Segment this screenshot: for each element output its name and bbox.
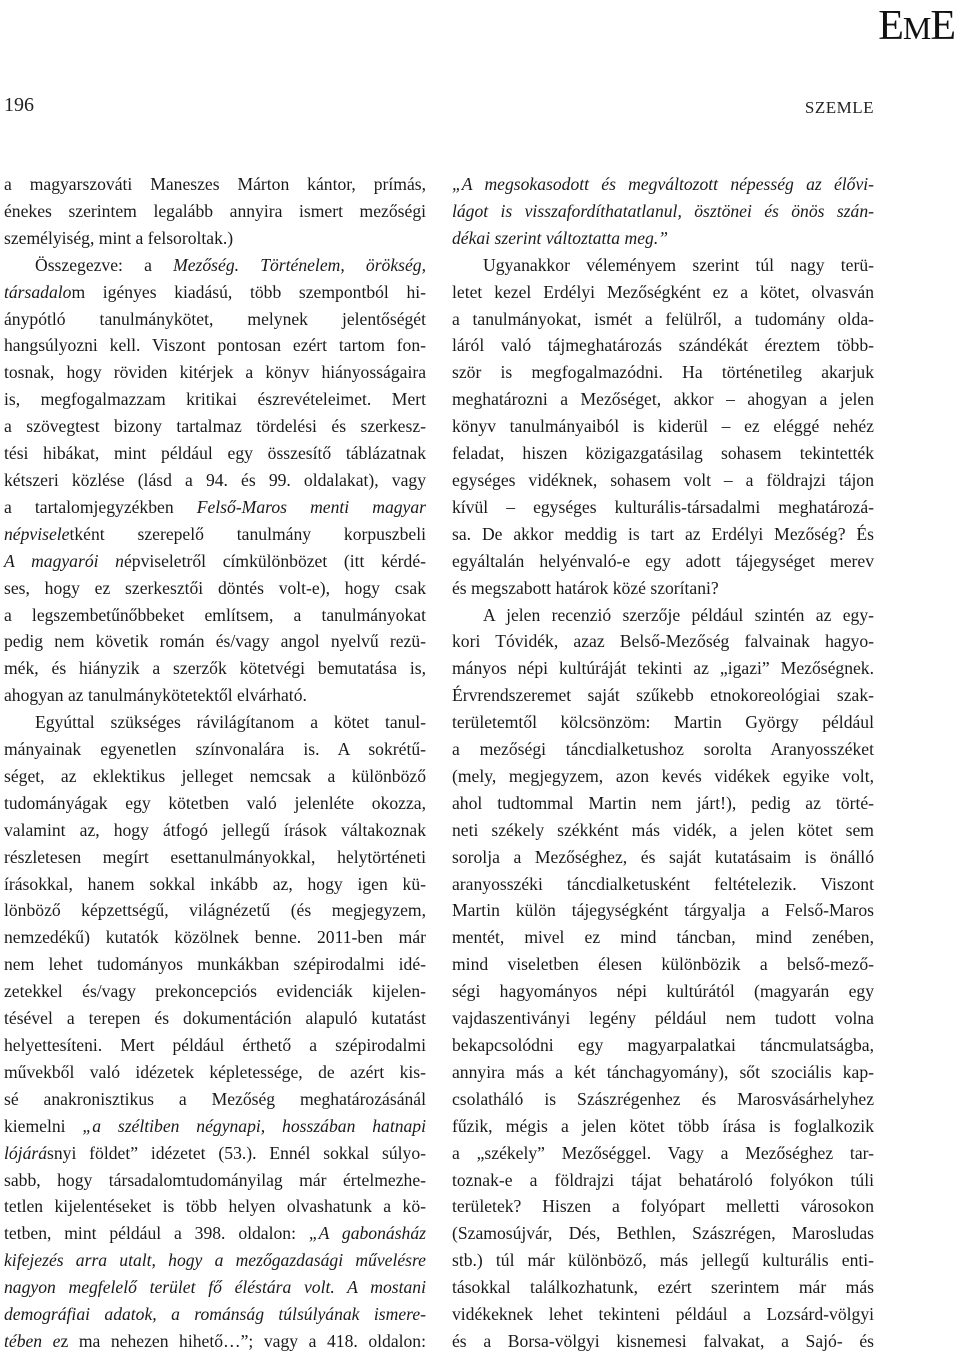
text-line: a mezőségi táncdialketushoz sorolta Aranyosszéket xyxy=(452,739,874,760)
text-line: a legszembetűnőbbeket említsem, a tanulmányokat xyxy=(4,604,426,625)
text-line: hangsúlyozni kell. Viszont pontosan ezért tartom fon- xyxy=(4,335,426,356)
text-line: valamint az, hogy átfogó jellegű írások váltakoznak xyxy=(4,819,426,840)
text-line: nemzedékű) kutatók közölnek benne. 2011-ben már xyxy=(4,927,426,948)
text-line: területek? Hiszen a folyópart melletti városokon xyxy=(452,1196,874,1217)
text-line: csolatháló is Szászrégenhez és Marosvásárhelyhez xyxy=(452,1088,874,1109)
text-line: vidékeknek lehet tekinteni például a Lozsárd-völgyi xyxy=(452,1304,874,1325)
text-line: séget, az eklektikus jelleget nemcsak a különböző xyxy=(4,765,426,786)
text-line: sa. De akkor meddig is tart az Erdélyi Mezőség? És xyxy=(452,523,874,544)
text-line: a „székely” Mezőséggel. Vagy a Mezőséghez tar- xyxy=(452,1142,874,1163)
text-line: helyettesíteni. Mert például érthető a szépirodalmi xyxy=(4,1035,426,1055)
text-line: ánypótló tanulmánykötet, melynek jelentőségét xyxy=(4,308,426,329)
text-line: lágot is visszafordíthatatlanul, ösztönei és önös szán- xyxy=(452,200,874,221)
text-line: művekből való idézetek képletessége, de azért kis- xyxy=(4,1061,426,1082)
text-line: Ugyanakkor véleményem szerint túl nagy terü- xyxy=(483,254,874,275)
text-line: személyiség, mint a felsoroltak.) xyxy=(4,227,234,248)
text-line: Martin külön tájegységként tárgyalja a Felső-Maros xyxy=(452,900,874,921)
text-line: mányainak egyenetlen színvonalára is. A sokrétű- xyxy=(4,739,426,760)
text-line: ses, hogy ez szerkesztői döntés volt-e), hogy csak xyxy=(4,577,426,598)
text-line: feladat, hiszen közigazgatásilag sohasem tekintették xyxy=(452,443,874,464)
text-line: mék, és hiányzik a szerzők kötetvégi bemutatása is, xyxy=(4,658,426,679)
text-line: demográfiai adatok, a románság túlsúlyának ismere- xyxy=(4,1304,426,1325)
text-line: sé anakronisztikus a Mezőség meghatározásánál xyxy=(4,1088,426,1109)
text-line: „A megsokasodott és megváltozott népesség az élővi- xyxy=(452,174,874,194)
text-line: fűzik, mégis a jelen kötet több írása is foglalkozik xyxy=(452,1115,874,1136)
text-line: nem lehet tudományos munkákban szépirodalmi idé- xyxy=(4,954,426,975)
text-line: (Szamosújvár, Dés, Bethlen, Szászrégen, Marosludas xyxy=(452,1223,874,1244)
text-line: zetekkel és/vagy prekoncepciós evidenciák kijelen- xyxy=(4,981,426,1002)
text-line: A magyarói népviseletről címkülönbözet (itt kérdé- xyxy=(4,550,426,571)
text-line: írásokkal, hanem sokkal inkább az, hogy igen kü- xyxy=(4,873,426,894)
text-line: részletesen megírt esettanulmányokkal, helytörténeti xyxy=(4,846,426,867)
text-line: egyáltalán helyénvaló-e egy adott tájegységet merev xyxy=(452,550,874,571)
text-line: kifejezés arra utalt, hogy a mezőgazdasági művelésre xyxy=(4,1250,426,1271)
text-line: egységes vidéknek, sohasem volt – a földrajzi tájon xyxy=(452,469,874,490)
text-line: ahol tudtommal Martin nem járt!), pedig az törté- xyxy=(452,792,874,813)
text-line: mind viseletben élesen különbözik a belső-mező- xyxy=(452,954,874,975)
text-line: annyira más a két tánchagyomány), sőt szociális kap- xyxy=(452,1061,874,1082)
text-line: Egyúttal szükséges rávilágítanom a kötet tanul- xyxy=(35,712,426,733)
text-line: sorolja a Mezőséghez, és saját kutatásaim is önálló xyxy=(452,846,874,867)
text-line: letet kezel Erdélyi Mezőségként ez a kötet, olvasván xyxy=(452,281,874,302)
text-line: stb.) túl már különböző, más jellegű kulturális enti- xyxy=(452,1250,874,1271)
text-line: tetlen kijelentéseket is több helyen olvashatunk a kö- xyxy=(4,1196,426,1217)
text-line: mentét, mivel ez mind táncban, mind zenében, xyxy=(452,927,874,948)
text-line: lójárásnyi földet” idézetet (53.). Ennél sokkal súlyo- xyxy=(4,1142,426,1163)
text-line: sabb, hogy társadalomtudományilag már értelmezhe- xyxy=(4,1169,426,1190)
text-line: pedig nem követik román és/vagy angol nyelvű rezü- xyxy=(4,631,426,652)
text-line: toznak-e a földrajzi tájat behatároló folyókon túli xyxy=(452,1169,874,1190)
text-line: kétszeri közlése (lásd a 94. és 99. oldalakat), vagy xyxy=(4,469,426,490)
text-line: vajdaszentiványi legény például nem tudott volna xyxy=(452,1008,874,1029)
journal-logo: EME xyxy=(878,3,955,49)
text-line: bekapcsolódni egy magyarpalatkai táncmulatságba, xyxy=(452,1035,874,1055)
text-line: mányos népi kultúráját tekinti az „igazi” Mezőségnek. xyxy=(452,658,874,679)
text-line: a magyarszováti Maneszes Márton kántor, prímás, xyxy=(4,174,426,194)
text-line: könyv tanulmányaiból is kiderül – ez eléggé nehéz xyxy=(452,416,874,437)
section-label: SZEMLE xyxy=(804,98,874,117)
text-line: énekes szerintem legalább annyira ismert mezőségi xyxy=(4,200,426,221)
text-line: tásokkal találkozhatunk, ezért szerintem már más xyxy=(452,1277,874,1298)
text-line: ségi hagyományos népi kultúrától (magyarán egy xyxy=(452,981,874,1002)
text-line: ahogyan az tanulmánykötetektől elvárható. xyxy=(4,685,307,706)
text-line: kori Tóvidék, azaz Belső-Mezőség falvainak hagyo- xyxy=(452,631,874,652)
text-line: meghatározni a Mezőséget, akkor – ahogyan a jelen xyxy=(452,389,874,410)
left-column xyxy=(4,171,426,1355)
text-line: és megszabott határok közé szorítani? xyxy=(452,577,719,598)
text-line: dékai szerint változtatta meg.” xyxy=(452,227,668,248)
right-column xyxy=(452,171,874,1355)
text-line: Összegezve: a Mezőség. Történelem, örökség, xyxy=(35,254,426,275)
text-line: tetben, mint például a 398. oldalon: „A gabonásház xyxy=(4,1223,426,1244)
text-line: lönböző képzettségű, világnézetű (és megjegyzem, xyxy=(4,900,426,921)
text-line: ször is megfogalmazódni. Ha történetileg akarjuk xyxy=(452,362,874,383)
text-line: neti székely székként más vidék, a jelen kötet sem xyxy=(452,819,874,840)
text-line: és a Borsa-völgyi kisnemesi falvakat, a Sajó- és xyxy=(452,1330,874,1351)
page-number: 196 xyxy=(4,94,34,116)
text-line: (mely, megjegyzem, azon kevés vidékek egyike volt, xyxy=(452,765,874,786)
text-line: A jelen recenzió szerzője például szintén az egy- xyxy=(483,604,874,625)
text-line: tési hibákat, mint például egy összesítő táblázatnak xyxy=(4,443,426,464)
text-line: kívül – egységes kulturális-társadalmi meghatározá- xyxy=(452,496,874,517)
text-line: tében ez ma nehezen hihető…”; vagy a 418. oldalon: xyxy=(4,1330,426,1351)
text-line: tudományágak egy kötetben való jelenléte okozza, xyxy=(4,792,426,813)
text-line: Érvrendszeremet saját szűkebb etnokoreológiai szak- xyxy=(452,685,874,706)
text-line: tésével a terepen és dokumentáción alapuló kutatást xyxy=(4,1008,426,1029)
text-line: a szövegtest bizony tartalmaz tördelési és szerkesz- xyxy=(4,416,426,437)
text-line: tosnak, hogy röviden kitérjek a könyv hiányosságaira xyxy=(4,362,426,383)
text-line: a tartalomjegyzékben Felső-Maros menti magyar xyxy=(4,496,426,517)
text-line: társadalom igényes kiadású, több szempontból hi- xyxy=(4,281,426,302)
text-line: nagyon megfelelő terület fő éléstára volt. A mostani xyxy=(4,1277,426,1298)
text-line: népviseletként szerepelő tanulmány korpuszbeli xyxy=(4,523,426,544)
text-line: láról való tájmeghatározás szándékát éreztem több- xyxy=(452,335,874,356)
text-line: kiemelni „a széltiben négynapi, hosszában hatnapi xyxy=(4,1115,426,1136)
text-line: területemtől kölcsönzöm: Martin György például xyxy=(452,712,874,733)
text-line: aranyosszéki táncdialketusként feltételezik. Viszont xyxy=(452,873,874,894)
text-line: is, megfogalmazzam kritikai észrevételeimet. Mert xyxy=(4,389,426,410)
text-line: a tanulmányokat, ismét a felülről, a tudomány olda- xyxy=(452,308,874,329)
